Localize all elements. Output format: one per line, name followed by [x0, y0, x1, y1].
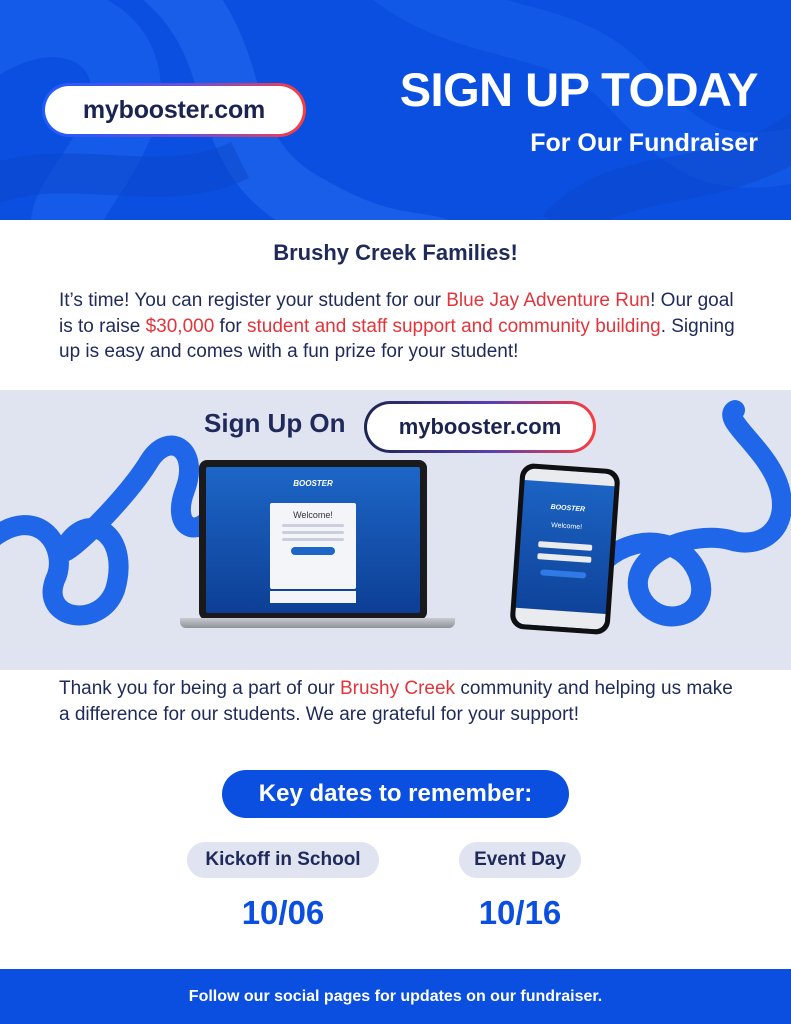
phone-toolbar: [515, 608, 606, 630]
laptop-field-line: [282, 531, 344, 534]
header-banner: [0, 0, 791, 220]
intro-text-1: It’s time! You can register your student for our: [59, 290, 447, 311]
laptop-card-footer: [270, 591, 356, 603]
footer-text: Follow our social pages for updates on our fundraiser.: [188, 987, 603, 1005]
date-label-event-day: Event Day: [459, 842, 581, 878]
laptop-screen-brand: BOOSTER: [293, 479, 333, 488]
intro-highlight-purpose: student and staff support and community building: [247, 315, 661, 337]
signup-brand-text: mybooster.com: [367, 404, 593, 450]
laptop-login-button: [291, 547, 335, 555]
signup-brand-pill[interactable]: [364, 401, 596, 453]
thanks-paragraph: [59, 676, 739, 727]
phone-login-button: [540, 569, 586, 578]
thanks-text-2: community and helping us make a difference for our students. We are grateful for your support!: [59, 678, 733, 725]
phone-screen-brand: BOOSTER: [550, 503, 586, 514]
phone-screen: [515, 468, 616, 630]
subheadline: For Our Fundraiser: [530, 129, 758, 157]
laptop-screen: [206, 467, 420, 613]
brand-pill[interactable]: [42, 83, 306, 137]
laptop-base: [180, 618, 455, 628]
date-label-kickoff: Kickoff in School: [187, 842, 379, 878]
laptop-mockup: [180, 460, 455, 630]
laptop-login-card: [270, 503, 356, 589]
phone-mockup: [509, 463, 620, 636]
intro-highlight-event: Blue Jay Adventure Run: [446, 290, 651, 311]
date-value-kickoff: 10/06: [241, 894, 325, 931]
signup-label: Sign Up On: [204, 408, 346, 438]
headline: SIGN UP TODAY: [399, 63, 758, 116]
intro-highlight-goal: $30,000: [145, 315, 215, 337]
laptop-field-line: [282, 524, 344, 527]
thanks-text-1: Thank you for being a part of our: [59, 678, 340, 699]
intro-text-2: ! Our goal is to raise: [59, 290, 734, 337]
phone-field: [537, 553, 591, 563]
intro-text-4: . Signing up is easy and comes with a fun prize for your student!: [59, 315, 735, 362]
key-dates-title: Key dates to remember:: [222, 770, 569, 818]
thanks-highlight-community: Brushy Creek: [339, 678, 456, 699]
intro-paragraph: [59, 288, 739, 365]
phone-field: [538, 541, 592, 551]
signup-band: [0, 390, 791, 670]
greeting-title: Brushy Creek Families!: [273, 240, 518, 265]
brand-pill-text: mybooster.com: [45, 86, 303, 134]
phone-welcome-text: Welcome!: [550, 521, 583, 532]
laptop-field-line: [282, 538, 344, 541]
laptop-lid: [199, 460, 427, 620]
laptop-welcome-text: Welcome!: [293, 510, 333, 520]
intro-text-3: for: [214, 315, 248, 337]
date-value-event-day: 10/16: [478, 894, 562, 931]
footer-bar: [0, 969, 791, 1024]
phone-browser-bar: [525, 468, 616, 486]
